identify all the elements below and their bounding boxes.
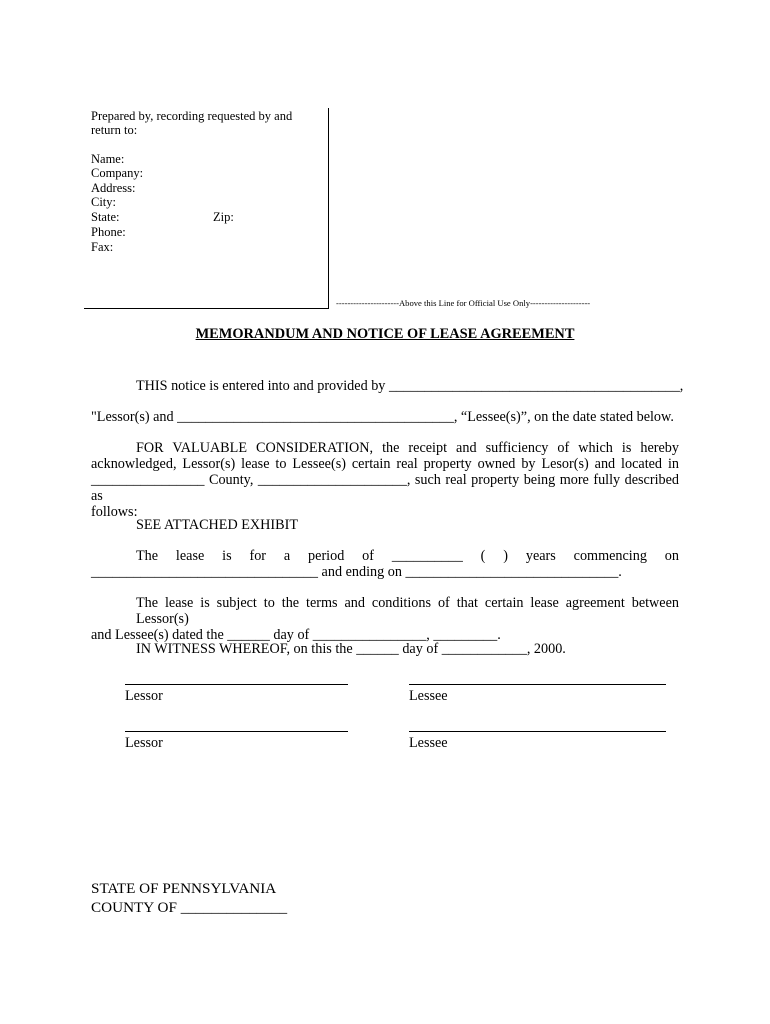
consideration-line-4: follows: bbox=[91, 504, 138, 520]
notary-county: COUNTY OF ______________ bbox=[91, 899, 288, 916]
lessor-label-2: Lessor bbox=[125, 735, 163, 751]
lease-terms-paragraph bbox=[91, 595, 679, 643]
lease-terms-line-1: The lease is subject to the terms and conditions of that certain lease agreement between Lessor(s) bbox=[136, 595, 679, 627]
consideration-paragraph bbox=[91, 440, 679, 520]
header-vertical-divider bbox=[328, 108, 329, 308]
state-label: State: bbox=[91, 210, 120, 224]
witness-line: IN WITNESS WHEREOF, on this the ______ day of ____________, 2000. bbox=[136, 641, 566, 657]
prepared-by-line-2: return to: bbox=[91, 123, 138, 137]
lease-terms-line-2: and Lessee(s) dated the ______ day of ________________, _________. bbox=[91, 627, 501, 643]
exhibit-reference: SEE ATTACHED EXHIBIT bbox=[136, 517, 299, 533]
notice-entered-line: THIS notice is entered into and provided by _________________________________________, bbox=[136, 378, 684, 394]
lessor-label-1: Lessor bbox=[125, 688, 163, 704]
company-label: Company: bbox=[91, 166, 144, 180]
official-use-line: ----------------------Above this Line for Official Use Only--------------------- bbox=[336, 298, 591, 308]
fax-label: Fax: bbox=[91, 240, 114, 254]
lessor-signature-line-2 bbox=[125, 731, 348, 732]
phone-label: Phone: bbox=[91, 225, 126, 239]
document-title: MEMORANDUM AND NOTICE OF LEASE AGREEMENT bbox=[195, 326, 575, 342]
lessee-signature-line-1 bbox=[409, 684, 666, 685]
lessee-signature-line-2 bbox=[409, 731, 666, 732]
notary-state: STATE OF PENNSYLVANIA bbox=[91, 880, 277, 897]
lessee-label-1: Lessee bbox=[409, 688, 448, 704]
prepared-by-line-1: Prepared by, recording requested by and bbox=[91, 109, 293, 123]
header-bottom-rule bbox=[84, 308, 329, 309]
lease-period-line-1: The lease is for a period of __________ ( ) years commencing on bbox=[136, 548, 679, 564]
city-label: City: bbox=[91, 195, 117, 209]
name-label: Name: bbox=[91, 152, 125, 166]
lessor-signature-line-1 bbox=[125, 684, 348, 685]
lease-period-line-2: ________________________________ and ending on ______________________________. bbox=[91, 564, 622, 580]
address-label: Address: bbox=[91, 181, 136, 195]
zip-label: Zip: bbox=[213, 210, 234, 224]
lessor-lessee-line: "Lessor(s) and _______________________________________, “Lessee(s)”, on the date stated below. bbox=[91, 409, 674, 425]
consideration-line-3: ________________ County, _____________________, such real property being more fully described as bbox=[91, 472, 679, 504]
lessee-label-2: Lessee bbox=[409, 735, 448, 751]
consideration-line-1: FOR VALUABLE CONSIDERATION, the receipt and sufficiency of which is hereby bbox=[136, 440, 679, 456]
consideration-line-2: acknowledged, Lessor(s) lease to Lessee(s) certain real property owned by Lesor(s) and located in bbox=[91, 456, 679, 472]
lease-period-paragraph bbox=[91, 548, 679, 580]
